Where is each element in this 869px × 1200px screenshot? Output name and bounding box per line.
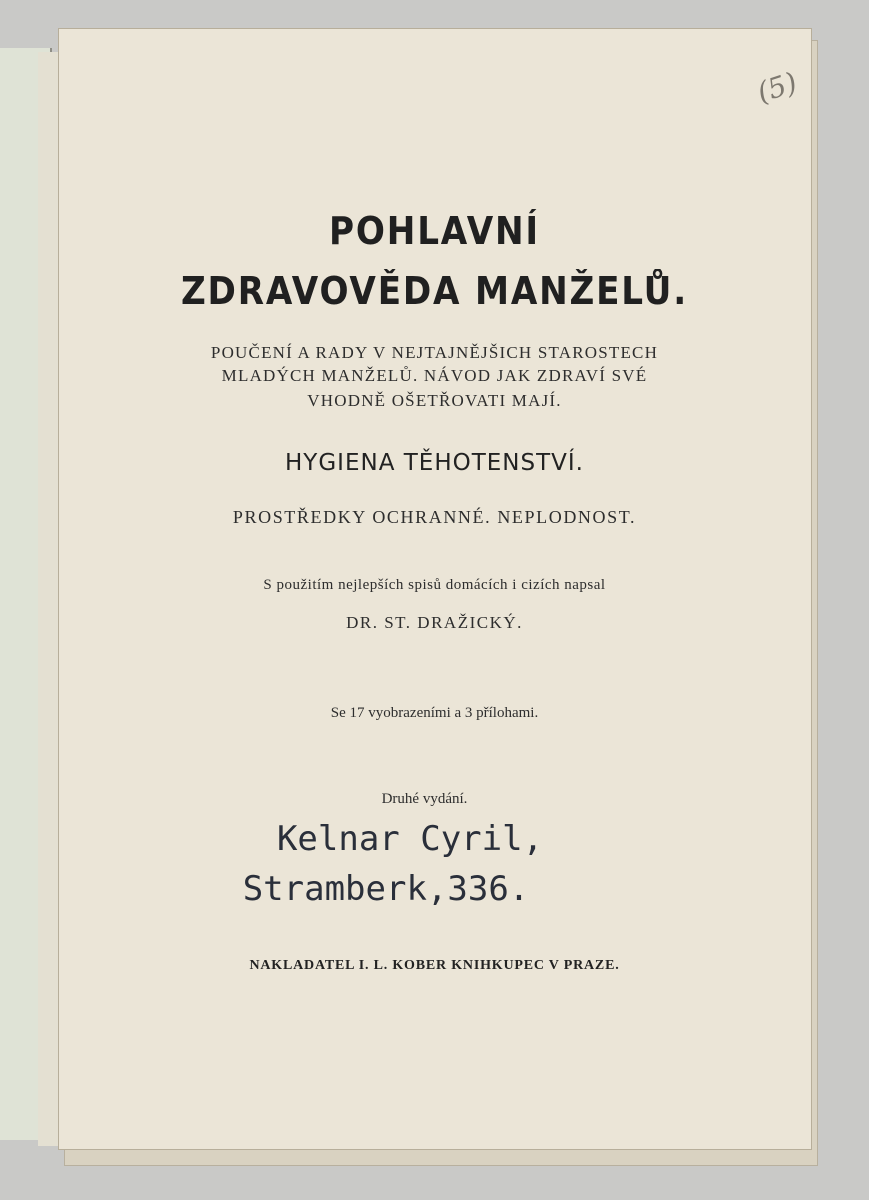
subtitle-line-2: MLADÝCH MANŽELŮ. NÁVOD JAK ZDRAVÍ SVÉ — [221, 366, 648, 385]
pencil-mark: (5) — [753, 65, 802, 110]
subtitle-line-1: POUČENÍ A RADY V NEJTAJNĚJŠICH STAROSTECH — [210, 343, 659, 362]
edition-note: Druhé vydání. — [381, 791, 468, 807]
owner-stamp-line-1: Kelnar Cyril, — [276, 819, 544, 859]
book-title-line-2: ZDRAVOVĚDA MANŽELŮ. — [180, 269, 689, 313]
publisher-line: NAKLADATEL I. L. KOBER KNIHKUPEC V PRAZE. — [249, 958, 620, 973]
means-line: PROSTŘEDKY OCHRANNÉ. NEPLODNOST. — [232, 507, 637, 527]
author-name: DR. ST. DRAŽICKÝ. — [346, 613, 523, 632]
subtitle-line-3: VHODNĚ OŠETŘOVATI MAJÍ. — [307, 391, 562, 410]
book-title-line-1: POHLAVNÍ — [329, 209, 540, 253]
section-heading: HYGIENA TĚHOTENSTVÍ. — [285, 450, 584, 476]
credit-line: S použitím nejlepších spisů domácích i cizích napsal — [263, 577, 606, 593]
illustrations-note: Se 17 vyobrazeními a 3 přílohami. — [330, 705, 539, 721]
owner-stamp-line-2: Stramberk,336. — [242, 869, 530, 909]
